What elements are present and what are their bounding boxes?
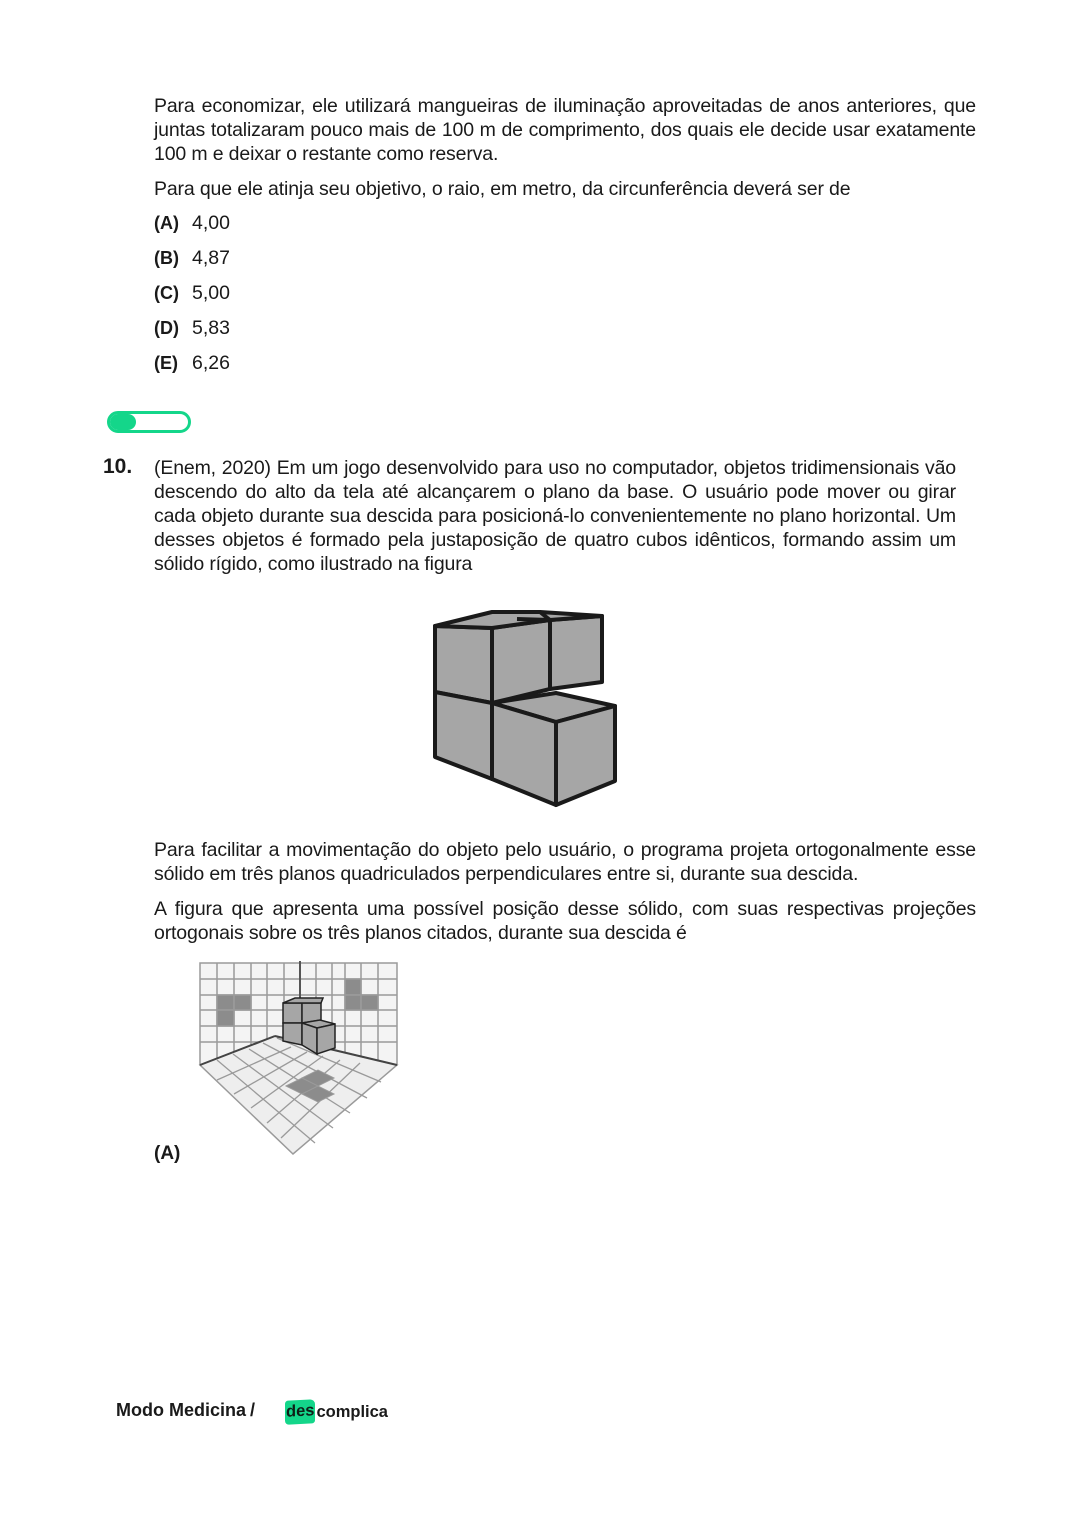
option-value: 6,26 — [192, 352, 230, 374]
option-value: 4,87 — [192, 247, 230, 269]
option-letter: (E) — [154, 353, 178, 373]
option-letter: (D) — [154, 318, 179, 338]
footer-separator: / — [250, 1400, 256, 1420]
option-b — [154, 246, 230, 270]
question-number: 10. — [103, 455, 133, 478]
option-d — [154, 316, 230, 340]
question-statement: (Enem, 2020) Em um jogo desenvolvido para uso no computador, objetos tridimensionais vão descendo do alto da tela até alcançarem o plano da base. O usuário pode mover ou girar cada objeto durante sua descida para posicioná-lo convenientemente no plano horizontal. Um desses objetos é formado pela justaposição de quatro cubos idênticos, formando assim um sólido rígido, como ilustrado na figura — [154, 457, 956, 575]
option-value: 4,00 — [192, 212, 230, 234]
option-a — [154, 211, 230, 235]
option-value: 5,83 — [192, 317, 230, 339]
footer-title: Modo Medicina — [116, 1400, 246, 1420]
question-paragraph-3: A figura que apresenta uma possível posição desse sólido, com suas respectivas projeções ortogonais sobre os três planos citados, durante sua descida é — [154, 898, 976, 944]
option-c — [154, 281, 230, 305]
option-letter: (C) — [154, 283, 179, 303]
difficulty-indicator-fill — [110, 414, 136, 430]
logo-text: complica — [316, 1402, 388, 1421]
previous-question-paragraph-2: Para que ele atinja seu objetivo, o raio, em metro, da circunferência deverá ser de — [154, 178, 851, 200]
question-paragraph-2: Para facilitar a movimentação do objeto pelo usuário, o programa projeta ortogonalmente esse sólido em três planos quadriculados perpendiculares entre si, durante sua descida. — [154, 839, 976, 885]
logo-highlight: des — [285, 1399, 315, 1425]
option-a-label[interactable]: (A) — [154, 1143, 181, 1164]
option-letter: (A) — [154, 213, 179, 233]
option-e — [154, 351, 230, 375]
difficulty-indicator — [107, 411, 191, 433]
descomplica-logo — [285, 1398, 388, 1426]
option-value: 5,00 — [192, 282, 230, 304]
previous-question-paragraph-1: Para economizar, ele utilizará mangueiras de iluminação aproveitadas de anos anteriores, que juntas totalizaram pouco mais de 100 m de comprimento, dos quais ele decide usar exatamente 100 m e deixar o restante como reserva. — [154, 95, 976, 165]
projection-planes-figure-a[interactable] — [195, 958, 405, 1158]
option-letter: (B) — [154, 248, 179, 268]
solid-of-four-cubes-figure — [420, 600, 630, 815]
